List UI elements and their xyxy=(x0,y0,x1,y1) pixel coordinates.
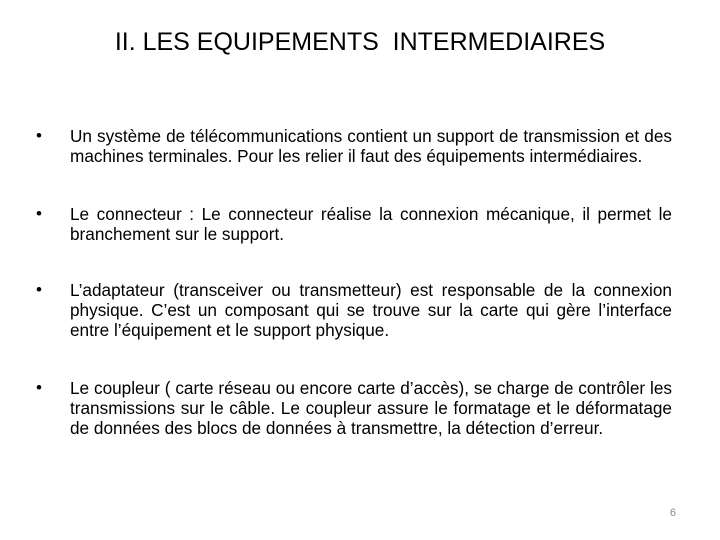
bullet-dot-icon: • xyxy=(36,280,42,299)
term-coupleur: Le coupleur ( carte réseau xyxy=(70,378,271,398)
bullet-text: Un système de télécommunications contient un support de transmission et des machines terminales. Pour les relier il faut des équipements intermédiaires. xyxy=(70,126,672,166)
bullet-text: : Le connecteur réalise la connexion mécanique, il permet le branchement sur le support. xyxy=(70,204,672,244)
bullet-item-connecteur xyxy=(36,204,672,244)
bullet-list xyxy=(36,126,672,476)
bullet-item-system xyxy=(36,126,672,166)
term-connecteur: Le connecteur xyxy=(70,204,182,224)
bullet-item-coupleur xyxy=(36,378,672,438)
term-adaptateur: L’adaptateur xyxy=(70,280,165,300)
bullet-text: , se charge de contrôler les transmissions sur le câble. Le coupleur assure le formatage et le déformatage de données des blocs de données à transmettre, la détection d’erreur. xyxy=(70,378,672,438)
bullet-dot-icon: • xyxy=(36,126,42,145)
bullet-item-adaptateur xyxy=(36,280,672,340)
page-number: 6 xyxy=(669,507,676,519)
bullet-text: (transceiver ou transmetteur) est responsable de la connexion physique. C’est un composant qui se trouve sur la carte qui gère l’interface entre l’équipement et le support physique. xyxy=(70,280,672,340)
bullet-dot-icon: • xyxy=(36,204,42,223)
term-carte-acces: carte d’accès) xyxy=(357,378,465,398)
slide-title: II. LES EQUIPEMENTS INTERMEDIAIRES xyxy=(114,28,606,56)
bullet-dot-icon: • xyxy=(36,378,42,397)
bullet-text-mid: ou encore xyxy=(270,378,358,398)
